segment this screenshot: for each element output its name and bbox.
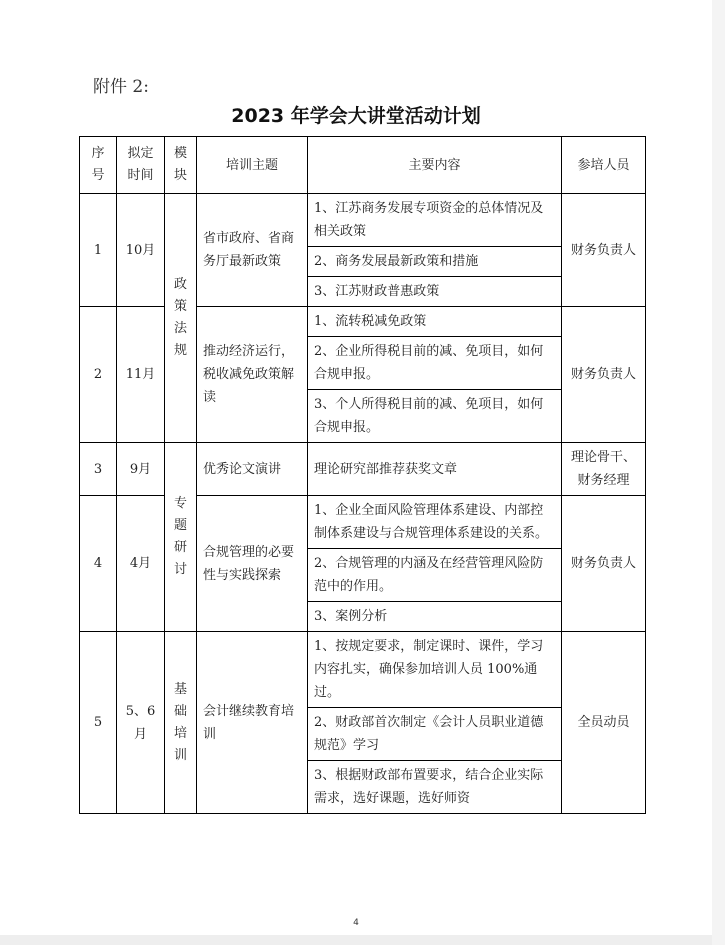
row-date: 4月 (117, 496, 165, 632)
module-cell: 政策法规 (165, 194, 197, 443)
viewer-scrollbar-track[interactable] (712, 0, 725, 945)
content-item: 2、财政部首次制定《会计人员职业道德规范》学习 (308, 708, 562, 761)
row-seq: 5 (80, 632, 117, 814)
activity-plan-table (79, 136, 646, 814)
page-title: 2023 年学会大讲堂活动计划 (231, 105, 481, 127)
attachment-label: 附件 2: (93, 77, 149, 97)
row-participants: 财务负责人 (562, 194, 646, 307)
table-header-row (80, 137, 646, 194)
row-topic: 省市政府、省商务厅最新政策 (197, 194, 308, 307)
page-number: 4 (353, 918, 359, 928)
content-item: 1、企业全面风险管理体系建设、内部控制体系建设与合规管理体系建设的关系。 (308, 496, 562, 549)
header-content: 主要内容 (308, 137, 562, 194)
header-topic: 培训主题 (197, 137, 308, 194)
row-date: 9月 (117, 443, 165, 496)
content-item: 3、案例分析 (308, 602, 562, 632)
row-participants: 财务负责人 (562, 307, 646, 443)
row-seq: 1 (80, 194, 117, 307)
row-participants: 理论骨干、财务经理 (562, 443, 646, 496)
table-row (80, 632, 646, 708)
row-topic: 合规管理的必要性与实践探索 (197, 496, 308, 632)
row-topic: 优秀论文演讲 (197, 443, 308, 496)
row-participants: 财务负责人 (562, 496, 646, 632)
content-item: 3、江苏财政普惠政策 (308, 277, 562, 307)
row-seq: 2 (80, 307, 117, 443)
row-topic: 会计继续教育培训 (197, 632, 308, 814)
header-participants: 参培人员 (562, 137, 646, 194)
header-module: 模块 (165, 137, 197, 194)
header-seq: 序号 (80, 137, 117, 194)
content-item: 1、江苏商务发展专项资金的总体情况及相关政策 (308, 194, 562, 247)
content-item: 2、企业所得税目前的减、免项目，如何合规申报。 (308, 337, 562, 390)
row-date: 11月 (117, 307, 165, 443)
content-item: 1、流转税减免政策 (308, 307, 562, 337)
content-item: 2、商务发展最新政策和措施 (308, 247, 562, 277)
row-topic: 推动经济运行，税收减免政策解读 (197, 307, 308, 443)
content-item: 2、合规管理的内涵及在经营管理风险防范中的作用。 (308, 549, 562, 602)
table-row (80, 443, 646, 496)
row-date: 5、6月 (117, 632, 165, 814)
content-item: 3、根据财政部布置要求，结合企业实际需求，选好课题，选好师资 (308, 761, 562, 814)
table-row (80, 194, 646, 247)
header-date: 拟定时间 (117, 137, 165, 194)
module-cell: 基础培训 (165, 632, 197, 814)
row-seq: 3 (80, 443, 117, 496)
row-date: 10月 (117, 194, 165, 307)
row-seq: 4 (80, 496, 117, 632)
table-row (80, 307, 646, 337)
module-cell: 专题研讨 (165, 443, 197, 632)
content-item: 理论研究部推荐获奖文章 (308, 443, 562, 496)
table-row (80, 496, 646, 549)
content-item: 1、按规定要求，制定课时、课件，学习内容扎实，确保参加培训人员 100%通过。 (308, 632, 562, 708)
row-participants: 全员动员 (562, 632, 646, 814)
content-item: 3、个人所得税目前的减、免项目，如何合规申报。 (308, 390, 562, 443)
